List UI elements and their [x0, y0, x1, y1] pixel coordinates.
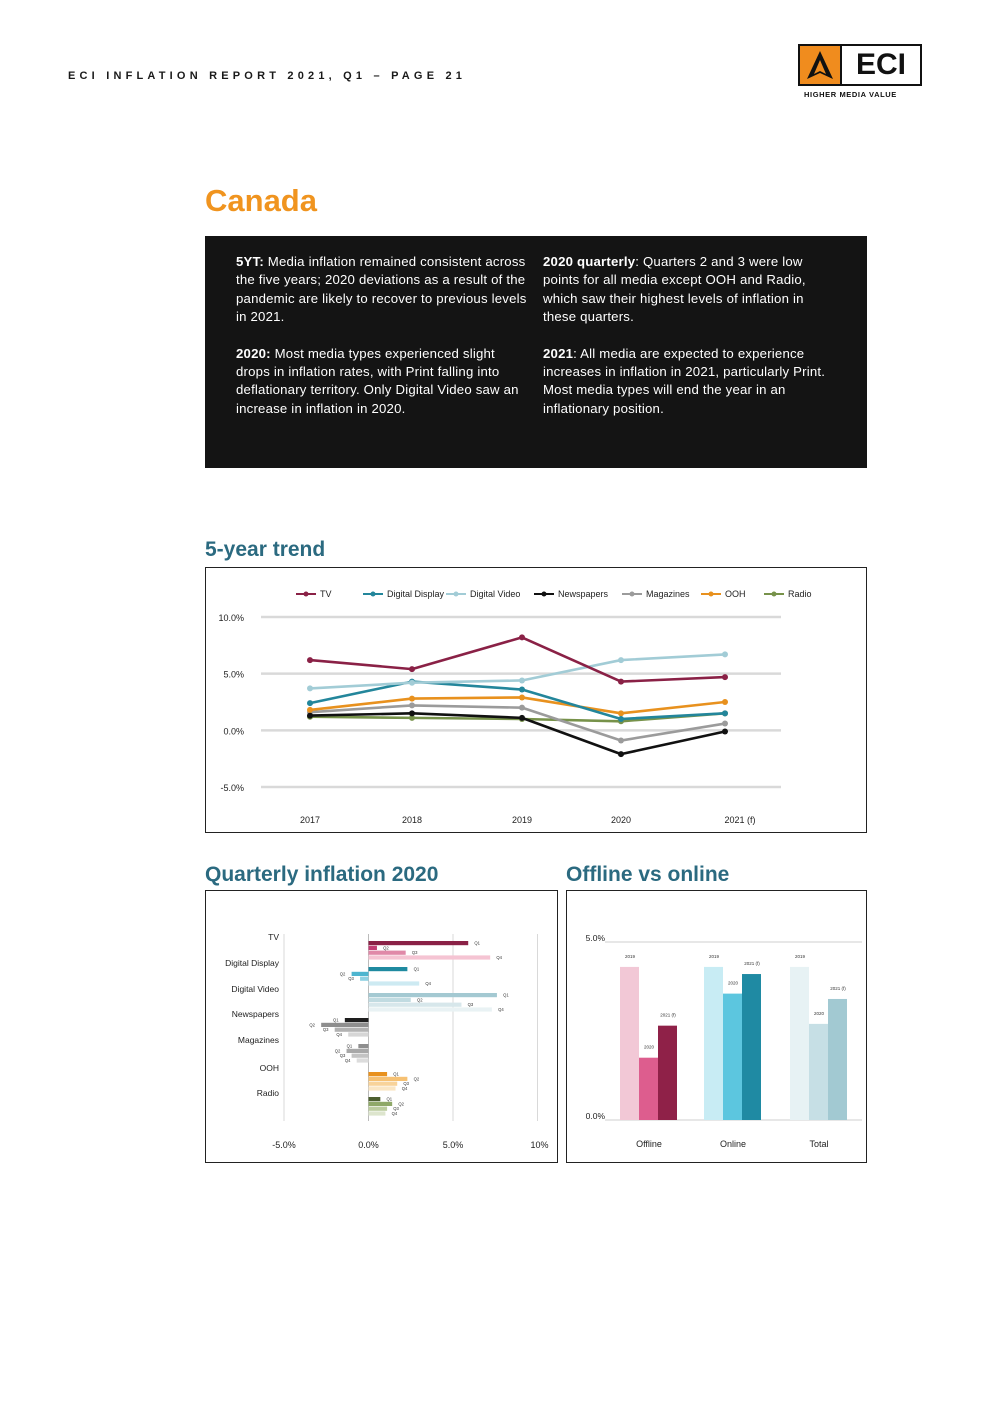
- offline-bar-label: 2019: [708, 953, 720, 959]
- summary-5yt-label: 5YT:: [236, 254, 264, 269]
- trend-data-point: [722, 699, 728, 705]
- quarter-bar-label: Q4: [496, 954, 502, 960]
- quarter-bar-label: Q1: [503, 992, 509, 998]
- trend-legend-label: Digital Display: [387, 589, 445, 599]
- quarter-bar: [369, 1086, 396, 1090]
- quarter-bar: [369, 955, 491, 959]
- quarter-category-label: Digital Display: [225, 958, 279, 968]
- trend-data-point: [722, 674, 728, 680]
- trend-data-point: [618, 710, 624, 716]
- trend-legend-marker: [304, 592, 309, 597]
- trend-data-point: [409, 702, 415, 708]
- quarter-bar: [369, 1107, 388, 1111]
- trend-y-tick-label: 0.0%: [223, 726, 244, 737]
- trend-data-point: [519, 687, 525, 693]
- logo-box: [798, 44, 922, 86]
- offline-online-chart-panel: [566, 890, 867, 1163]
- quarterly-title: Quarterly inflation 2020: [205, 863, 439, 886]
- trend-data-point: [722, 651, 728, 657]
- logo-word: ECI: [855, 48, 906, 81]
- trend-chart: [206, 568, 866, 832]
- quarter-bar: [369, 1082, 398, 1086]
- quarter-bar-label: Q4: [498, 1006, 504, 1012]
- quarter-bar-label: Q1: [333, 1017, 339, 1023]
- quarter-bar-label: Q1: [413, 966, 420, 972]
- trend-data-point: [307, 707, 313, 713]
- trend-chart-panel: [205, 567, 867, 833]
- summary-2020-label: 2020:: [236, 345, 271, 361]
- quarter-bar: [369, 1097, 381, 1101]
- trend-data-point: [722, 728, 728, 734]
- summary-2020-text: Most media types experienced slight drops in inflation rates, with Print falling into deflationary territory. Only Digital Video saw an increase in inflation in 2020.: [236, 345, 519, 416]
- quarter-bar-label: Q3: [348, 976, 354, 982]
- trend-legend-label: Radio: [788, 589, 812, 599]
- trend-data-point: [409, 710, 415, 716]
- trend-legend-label: TV: [320, 589, 332, 599]
- offline-bar: [658, 1026, 677, 1120]
- trend-data-point: [618, 716, 624, 722]
- trend-legend-label: Magazines: [646, 589, 690, 599]
- offline-bar-label: 2021 (f): [744, 961, 760, 967]
- summary-2021-text: : All media are expected to experience increases in inflation in 2021, particularly Print. Most media types will end the year in an inflationary position.: [543, 345, 826, 416]
- trend-series-line: [310, 705, 725, 740]
- trend-legend-marker: [709, 592, 714, 597]
- quarter-bar-label: Q3: [411, 950, 418, 956]
- summary-quarterly-text: : Quarters 2 and 3 were low points for all media except OOH and Radio, which saw their highest levels of inflation in these quarters.: [543, 254, 806, 325]
- offline-bar: [742, 974, 761, 1120]
- offline-bar: [704, 967, 723, 1120]
- quarter-bar-label: Q1: [474, 940, 481, 946]
- trend-data-point: [618, 679, 624, 685]
- trend-x-tick-label: 2017: [299, 815, 321, 825]
- quarter-bar: [360, 977, 368, 981]
- offline-bar: [809, 1024, 828, 1120]
- trend-legend-marker: [630, 592, 635, 597]
- logo-tagline: HIGHER MEDIA VALUE: [804, 90, 897, 99]
- quarter-bar: [369, 946, 377, 950]
- quarter-category-label: Radio: [256, 1088, 279, 1098]
- quarterly-chart-panel: [205, 890, 558, 1163]
- trend-x-tick-label: 2020: [610, 815, 632, 825]
- trend-x-tick-label: 2021 (f): [724, 815, 756, 825]
- offline-bar: [723, 994, 742, 1120]
- quarter-bar-label: Q3: [322, 1027, 329, 1033]
- quarter-category-label: Digital Video: [231, 984, 279, 994]
- trend-data-point: [307, 657, 313, 663]
- trend-title: 5-year trend: [205, 538, 326, 561]
- offline-bar-label: 2019: [624, 953, 636, 959]
- offline-category-label: Offline: [636, 1139, 662, 1149]
- logo-mark-icon: [800, 46, 842, 84]
- quarter-x-tick-label: 5.0%: [442, 1140, 464, 1150]
- quarter-bar: [358, 1044, 368, 1048]
- trend-data-point: [409, 696, 415, 702]
- quarter-bar: [345, 1018, 369, 1022]
- quarter-bar-label: Q4: [336, 1031, 343, 1037]
- trend-series-line: [310, 637, 725, 681]
- quarter-bar: [369, 998, 411, 1002]
- trend-data-point: [618, 657, 624, 663]
- page-title: Canada: [205, 183, 317, 218]
- quarter-category-label: TV: [268, 932, 279, 942]
- quarter-bar: [369, 967, 408, 971]
- quarter-category-label: Newspapers: [231, 1009, 279, 1019]
- trend-y-tick-label: -5.0%: [220, 783, 244, 793]
- trend-legend-marker: [454, 592, 459, 597]
- trend-data-point: [519, 715, 525, 721]
- trend-data-point: [307, 713, 313, 719]
- quarter-bar-label: Q4: [425, 980, 431, 986]
- quarter-bar: [369, 951, 406, 955]
- offline-bar: [828, 999, 847, 1120]
- quarter-bar-label: Q2: [309, 1022, 315, 1028]
- quarter-x-tick-label: 0.0%: [358, 1140, 379, 1150]
- quarter-bar-label: Q3: [393, 1106, 399, 1112]
- offline-bar: [620, 967, 639, 1120]
- trend-y-tick-label: 10.0%: [218, 613, 244, 623]
- trend-x-tick-label: 2019: [511, 815, 533, 825]
- quarter-bar-label: Q2: [413, 1076, 420, 1082]
- quarter-bar: [347, 1049, 369, 1053]
- quarter-bar: [348, 1032, 368, 1036]
- quarter-bar: [369, 1072, 388, 1076]
- trend-legend-label: OOH: [725, 589, 746, 599]
- quarter-bar-label: Q3: [403, 1081, 410, 1087]
- trend-data-point: [722, 710, 728, 716]
- trend-data-point: [519, 694, 525, 700]
- offline-bar-label: 2019: [794, 953, 806, 959]
- quarter-bar-label: Q2: [339, 971, 346, 977]
- trend-legend-label: Newspapers: [558, 589, 609, 599]
- trend-legend-marker: [371, 592, 376, 597]
- offline-y-tick-label: 0.0%: [585, 1111, 605, 1121]
- trend-y-tick-label: 5.0%: [223, 669, 244, 680]
- quarter-bar: [369, 1003, 462, 1007]
- offline-bar-label: 2020: [643, 1044, 655, 1050]
- quarter-bar-label: Q4: [401, 1085, 408, 1091]
- quarter-bar-label: Q2: [398, 1101, 404, 1107]
- summary-2020: [236, 345, 528, 419]
- quarter-bar: [369, 1102, 393, 1106]
- summary-quarterly-label: 2020 quarterly: [543, 254, 636, 269]
- quarter-bar: [352, 1054, 369, 1058]
- quarter-bar-label: Q2: [334, 1048, 341, 1054]
- quarter-category-label: OOH: [259, 1063, 279, 1073]
- quarterly-chart: [206, 891, 557, 1162]
- offline-bar-label: 2021 (f): [660, 1012, 676, 1018]
- quarter-bar-label: Q2: [383, 945, 389, 951]
- trend-legend-label: Digital Video: [470, 589, 521, 599]
- quarter-bar: [352, 972, 369, 976]
- trend-data-point: [409, 666, 415, 672]
- trend-series-line: [310, 697, 725, 713]
- quarter-bar: [369, 993, 497, 997]
- quarter-bar-label: Q1: [386, 1096, 393, 1102]
- trend-legend-marker: [772, 592, 777, 597]
- quarter-bar-label: Q1: [346, 1043, 353, 1049]
- trend-data-point: [519, 705, 525, 711]
- quarter-bar-label: Q4: [344, 1057, 351, 1063]
- trend-series-line: [310, 654, 725, 688]
- offline-bar-label: 2021 (f): [830, 985, 846, 991]
- summary-5yt-text: Media inflation remained consistent across the five years; 2020 deviations as a result of the pandemic are likely to recover to previous levels in 2021.: [236, 254, 527, 325]
- quarter-category-label: Magazines: [237, 1035, 279, 1045]
- trend-data-point: [307, 685, 313, 691]
- trend-data-point: [618, 738, 624, 744]
- quarter-x-tick-label: 10%: [530, 1140, 549, 1150]
- quarter-bar-label: Q2: [416, 997, 423, 1003]
- trend-data-point: [519, 677, 525, 683]
- quarter-bar-label: Q3: [467, 1002, 474, 1008]
- offline-category-label: Online: [719, 1139, 747, 1149]
- eci-logo: [798, 44, 924, 102]
- offline-y-tick-label: 5.0%: [585, 933, 605, 943]
- trend-data-point: [409, 680, 415, 686]
- trend-legend-marker: [542, 592, 547, 597]
- trend-x-tick-label: 2018: [401, 815, 423, 825]
- summary-column-left: [236, 253, 528, 436]
- quarter-bar: [357, 1058, 369, 1062]
- trend-data-point: [722, 721, 728, 727]
- summary-quarterly: [543, 253, 838, 327]
- summary-2021-label: 2021: [543, 345, 574, 361]
- quarter-bar: [369, 1111, 386, 1115]
- summary-column-right: [543, 253, 838, 436]
- trend-data-point: [307, 700, 313, 706]
- offline-online-title: Offline vs online: [566, 863, 730, 886]
- summary-5yt: [236, 253, 528, 327]
- running-header: ECI INFLATION REPORT 2021, Q1 – PAGE 21: [68, 70, 467, 82]
- trend-data-point: [519, 634, 525, 640]
- summary-2021: [543, 345, 838, 419]
- offline-bar: [790, 967, 809, 1120]
- quarter-bar-label: Q3: [339, 1053, 346, 1059]
- offline-bar-label: 2020: [727, 980, 739, 986]
- summary-box: [205, 236, 867, 468]
- quarter-bar: [369, 981, 420, 985]
- quarter-bar: [369, 1007, 492, 1011]
- offline-category-label: Total: [809, 1139, 829, 1149]
- quarter-bar: [369, 1077, 408, 1081]
- quarter-bar-label: Q1: [393, 1071, 399, 1077]
- offline-online-chart: [567, 891, 866, 1162]
- quarter-x-tick-label: -5.0%: [272, 1140, 296, 1150]
- trend-data-point: [618, 751, 624, 757]
- offline-bar-label: 2020: [813, 1010, 825, 1016]
- quarter-bar-label: Q4: [391, 1110, 398, 1116]
- offline-bar: [639, 1058, 658, 1120]
